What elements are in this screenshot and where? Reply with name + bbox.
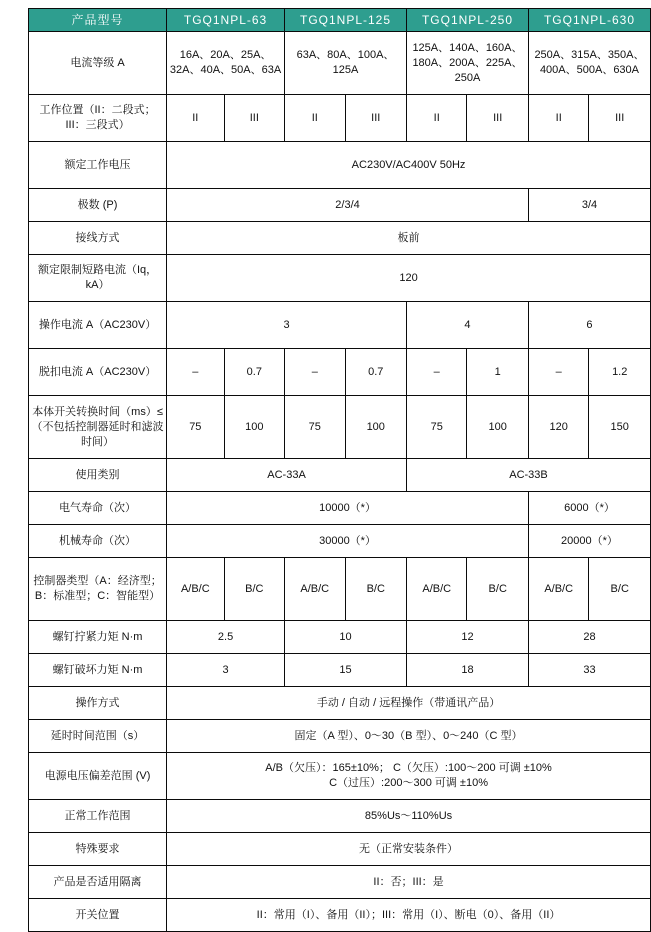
value-screw-torque-125: 10 [285, 621, 407, 654]
value-screw-break-250: 18 [407, 654, 529, 687]
row-wiring [29, 222, 651, 255]
label-normal-range: 正常工作范围 [29, 800, 167, 833]
label-wiring: 接线方式 [29, 222, 167, 255]
row-poles [29, 189, 651, 222]
label-isolation: 产品是否适用隔离 [29, 866, 167, 899]
value-work-position-1: II [167, 95, 224, 142]
voltage-deviation-line1: A/B（欠压）：165±10%； C（欠压）:100～200 可调 ±10% [265, 762, 552, 775]
spec-sheet [0, 8, 651, 921]
value-isolation: II：否；III：是 [167, 866, 651, 899]
row-screw-torque [29, 621, 651, 654]
value-mechanical-life-right: 20000（*） [528, 525, 650, 558]
label-controller-type: 控制器类型（A：经济型；B：标准型；C：智能型） [29, 558, 167, 621]
value-switch-time-5: 75 [407, 396, 467, 459]
row-voltage-deviation [29, 753, 651, 800]
value-screw-break-630: 33 [528, 654, 650, 687]
value-switch-time-2: 100 [224, 396, 284, 459]
label-special-requirement: 特殊要求 [29, 833, 167, 866]
voltage-deviation-line2: C（过压）:200～300 可调 ±10% [329, 777, 488, 790]
value-electrical-life-left: 10000（*） [167, 492, 529, 525]
row-isolation [29, 866, 651, 899]
value-operating-current-250: 4 [407, 302, 529, 349]
label-current-rating: 电流等级 A [29, 32, 167, 95]
value-controller-type-5: A/B/C [407, 558, 467, 621]
value-switch-time-3: 75 [285, 396, 345, 459]
value-switch-time-4: 100 [345, 396, 407, 459]
product-spec-table [28, 8, 651, 932]
label-mechanical-life: 机械寿命（次） [29, 525, 167, 558]
value-work-position-5: II [407, 95, 467, 142]
row-short-circuit [29, 255, 651, 302]
row-switch-time [29, 396, 651, 459]
value-controller-type-4: B/C [345, 558, 407, 621]
row-operating-current [29, 302, 651, 349]
value-switch-time-6: 100 [467, 396, 529, 459]
value-trip-current-1: – [167, 349, 224, 396]
value-trip-current-5: – [407, 349, 467, 396]
row-delay-range [29, 720, 651, 753]
label-screw-torque: 螺钉拧紧力矩 N·m [29, 621, 167, 654]
row-operation-mode [29, 687, 651, 720]
header-cell-tgq1npl-125: TGQ1NPL-125 [285, 9, 407, 32]
value-trip-current-4: 0.7 [345, 349, 407, 396]
value-wiring: 板前 [167, 222, 651, 255]
value-work-position-4: III [345, 95, 407, 142]
value-short-circuit: 120 [167, 255, 651, 302]
value-work-position-3: II [285, 95, 345, 142]
value-screw-torque-630: 28 [528, 621, 650, 654]
label-short-circuit: 额定限制短路电流（Iq，kA） [29, 255, 167, 302]
table-header-row [29, 9, 651, 32]
value-usage-class-left: AC-33A [167, 459, 407, 492]
value-screw-break-63: 3 [167, 654, 285, 687]
row-electrical-life [29, 492, 651, 525]
value-current-rating-125: 63A、80A、100A、125A [285, 32, 407, 95]
value-trip-current-3: – [285, 349, 345, 396]
row-current-rating [29, 32, 651, 95]
value-work-position-6: III [467, 95, 529, 142]
value-work-position-8: III [589, 95, 651, 142]
value-special-requirement: 无（正常安装条件） [167, 833, 651, 866]
value-current-rating-63: 16A、20A、25A、32A、40A、50A、63A [167, 32, 285, 95]
label-trip-current: 脱扣电流 A（AC230V） [29, 349, 167, 396]
value-electrical-life-right: 6000（*） [528, 492, 650, 525]
label-electrical-life: 电气寿命（次） [29, 492, 167, 525]
value-screw-torque-250: 12 [407, 621, 529, 654]
value-switch-time-1: 75 [167, 396, 224, 459]
label-voltage-deviation: 电源电压偏差范围 (V) [29, 753, 167, 800]
value-work-position-7: II [528, 95, 588, 142]
value-trip-current-2: 0.7 [224, 349, 284, 396]
row-normal-range [29, 800, 651, 833]
value-switch-position: II：常用（I）、备用（II）；III：常用（I）、断电（0）、备用（II） [167, 899, 651, 932]
label-work-position: 工作位置（II：二段式；III：三段式） [29, 95, 167, 142]
label-switch-time: 本体开关转换时间（ms）≤（不包括控制器延时和滤波时间） [29, 396, 167, 459]
value-controller-type-2: B/C [224, 558, 284, 621]
row-trip-current [29, 349, 651, 396]
value-trip-current-7: – [528, 349, 588, 396]
value-mechanical-life-left: 30000（*） [167, 525, 529, 558]
row-special-requirement [29, 833, 651, 866]
header-cell-model: 产品型号 [29, 9, 167, 32]
value-screw-torque-63: 2.5 [167, 621, 285, 654]
value-controller-type-7: A/B/C [528, 558, 588, 621]
row-usage-class [29, 459, 651, 492]
row-mechanical-life [29, 525, 651, 558]
label-switch-position: 开关位置 [29, 899, 167, 932]
row-screw-break [29, 654, 651, 687]
value-controller-type-1: A/B/C [167, 558, 224, 621]
header-cell-tgq1npl-630: TGQ1NPL-630 [528, 9, 650, 32]
row-work-position [29, 95, 651, 142]
value-switch-time-8: 150 [589, 396, 651, 459]
header-cell-tgq1npl-63: TGQ1NPL-63 [167, 9, 285, 32]
value-current-rating-250: 125A、140A、160A、180A、200A、225A、250A [407, 32, 529, 95]
label-rated-voltage: 额定工作电压 [29, 142, 167, 189]
value-controller-type-3: A/B/C [285, 558, 345, 621]
label-usage-class: 使用类别 [29, 459, 167, 492]
value-controller-type-6: B/C [467, 558, 529, 621]
row-switch-position [29, 899, 651, 932]
value-usage-class-right: AC-33B [407, 459, 651, 492]
label-delay-range: 延时时间范围（s） [29, 720, 167, 753]
value-operating-current-63-125: 3 [167, 302, 407, 349]
row-controller-type [29, 558, 651, 621]
value-operating-current-630: 6 [528, 302, 650, 349]
value-operation-mode: 手动 / 自动 / 远程操作（带通讯产品） [167, 687, 651, 720]
value-switch-time-7: 120 [528, 396, 588, 459]
value-screw-break-125: 15 [285, 654, 407, 687]
row-rated-voltage [29, 142, 651, 189]
value-delay-range: 固定（A 型）、0～30（B 型）、0～240（C 型） [167, 720, 651, 753]
value-controller-type-8: B/C [589, 558, 651, 621]
label-poles: 极数 (P) [29, 189, 167, 222]
header-cell-tgq1npl-250: TGQ1NPL-250 [407, 9, 529, 32]
label-operating-current: 操作电流 A（AC230V） [29, 302, 167, 349]
value-rated-voltage: AC230V/AC400V 50Hz [167, 142, 651, 189]
value-work-position-2: III [224, 95, 284, 142]
value-voltage-deviation [167, 753, 651, 800]
value-trip-current-6: 1 [467, 349, 529, 396]
value-normal-range: 85%Us～110%Us [167, 800, 651, 833]
label-operation-mode: 操作方式 [29, 687, 167, 720]
value-trip-current-8: 1.2 [589, 349, 651, 396]
value-poles-right: 3/4 [528, 189, 650, 222]
value-current-rating-630: 250A、315A、350A、400A、500A、630A [528, 32, 650, 95]
label-screw-break: 螺钉破坏力矩 N·m [29, 654, 167, 687]
value-poles-left: 2/3/4 [167, 189, 529, 222]
